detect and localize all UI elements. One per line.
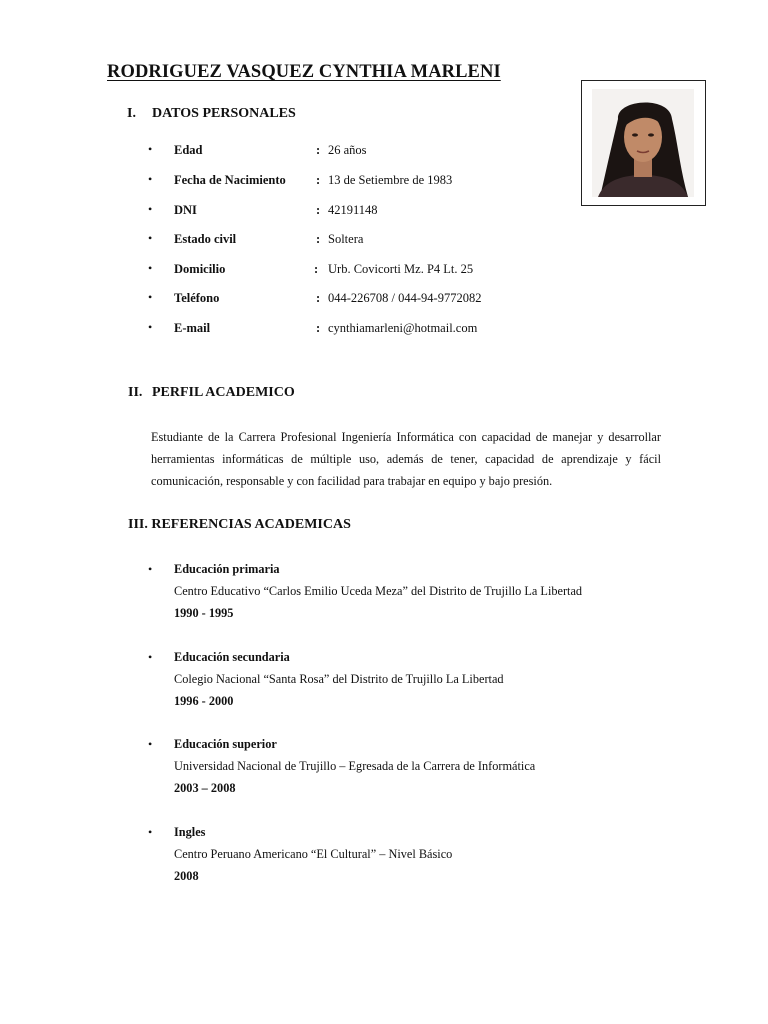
- bullet-icon: •: [148, 202, 153, 216]
- resume-name: RODRIGUEZ VASQUEZ CYNTHIA MARLENI: [107, 62, 501, 82]
- field-colon: :: [316, 173, 321, 187]
- bullet-icon: •: [148, 142, 153, 156]
- field-label: Fecha de Nacimiento: [174, 173, 286, 187]
- section-refs-heading: [128, 517, 351, 533]
- field-value: Urb. Covicorti Mz. P4 Lt. 25: [328, 262, 474, 276]
- section-number: II.: [128, 385, 143, 400]
- profile-line: comunicación, responsable y con facilidad para trabajar en equipo y bajo presión.: [151, 474, 553, 488]
- education-title: Educación primaria: [174, 562, 280, 576]
- field-label: Teléfono: [174, 291, 220, 305]
- field-label: E-mail: [174, 321, 211, 335]
- section-title: PERFIL ACADEMICO: [152, 385, 295, 400]
- bullet-icon: •: [148, 320, 153, 334]
- education-years: 2008: [174, 869, 199, 883]
- section-title: DATOS PERSONALES: [152, 106, 296, 121]
- field-label: DNI: [174, 203, 197, 217]
- section-number: III.: [128, 517, 148, 532]
- education-years: 2003 – 2008: [174, 781, 236, 795]
- education-description: Centro Educativo “Carlos Emilio Uceda Meza” del Distrito de Trujillo La Libertad: [174, 584, 583, 598]
- bullet-icon: •: [148, 562, 153, 576]
- field-label: Estado civil: [174, 232, 237, 246]
- field-value: cynthiamarleni@hotmail.com: [328, 321, 478, 335]
- bullet-icon: •: [148, 261, 153, 275]
- field-value: 13 de Setiembre de 1983: [328, 173, 453, 187]
- field-label: Edad: [174, 143, 203, 157]
- education-description: Centro Peruano Americano “El Cultural” – Nivel Básico: [174, 847, 453, 861]
- education-years: 1996 - 2000: [174, 694, 234, 708]
- field-value: 26 años: [328, 143, 367, 157]
- education-title: Educación superior: [174, 737, 277, 751]
- field-label: Domicilio: [174, 262, 226, 276]
- bullet-icon: •: [148, 825, 153, 839]
- bullet-icon: •: [148, 737, 153, 751]
- field-colon: :: [316, 203, 321, 217]
- profile-paragraph: [151, 426, 661, 492]
- field-colon: :: [316, 291, 321, 305]
- bullet-icon: •: [148, 231, 153, 245]
- education-description: Colegio Nacional “Santa Rosa” del Distrito de Trujillo La Libertad: [174, 672, 504, 686]
- education-years: 1990 - 1995: [174, 606, 234, 620]
- profile-line: herramientas informáticas de múltiple uso, además de tener, capacidad de aprendizaje y fácil: [151, 452, 661, 466]
- portrait-image: [592, 89, 694, 197]
- bullet-icon: •: [148, 172, 153, 186]
- field-value: Soltera: [328, 232, 364, 246]
- bullet-icon: •: [148, 650, 153, 664]
- field-colon: :: [316, 232, 321, 246]
- profile-photo: [581, 80, 706, 206]
- field-colon: :: [316, 321, 321, 335]
- section-profile-heading: [128, 385, 295, 401]
- bullet-icon: •: [148, 290, 153, 304]
- education-description: Universidad Nacional de Trujillo – Egresada de la Carrera de Informática: [174, 759, 536, 773]
- field-value: 42191148: [328, 203, 378, 217]
- field-value: 044-226708 / 044-94-9772082: [328, 291, 482, 305]
- education-title: Educación secundaria: [174, 650, 290, 664]
- field-colon: :: [316, 143, 321, 157]
- section-number: I.: [127, 106, 136, 121]
- profile-line: Estudiante de la Carrera Profesional Ingeniería Informática con capacidad de manejar y desarrollar: [151, 430, 661, 444]
- section-personal-heading: [127, 106, 296, 122]
- field-colon: :: [314, 262, 319, 276]
- section-title: REFERENCIAS ACADEMICAS: [151, 517, 351, 532]
- education-title: Ingles: [174, 825, 206, 839]
